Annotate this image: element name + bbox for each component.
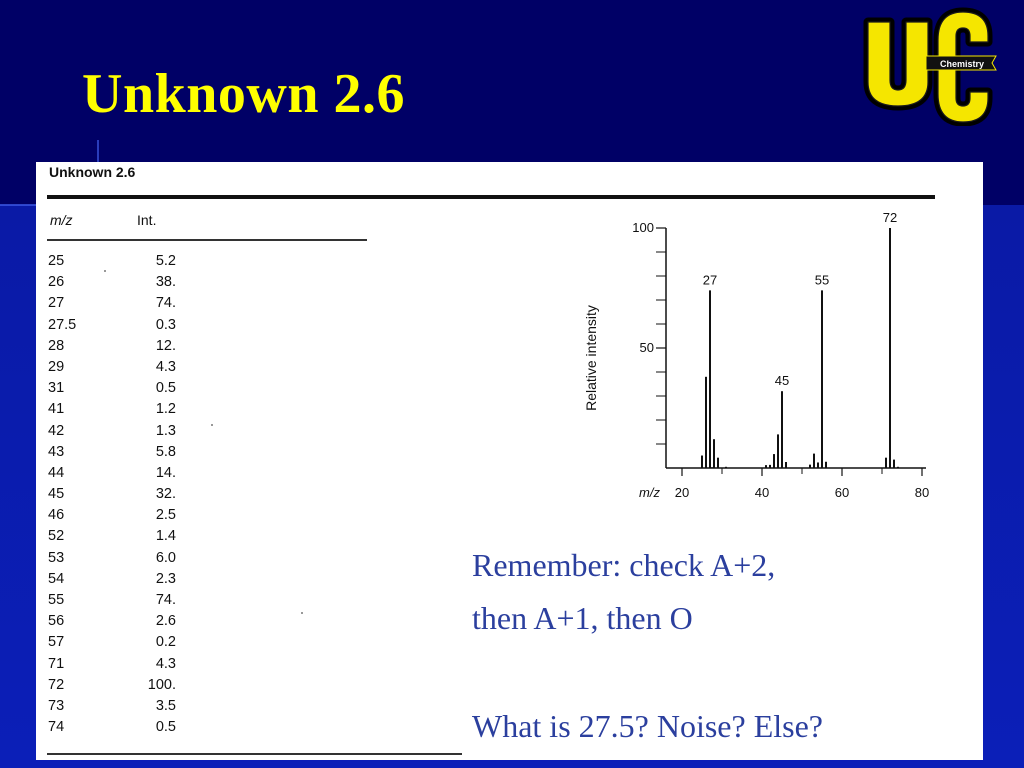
cell-mz: 71 bbox=[48, 655, 65, 672]
table-row bbox=[36, 444, 366, 465]
table-row bbox=[36, 338, 366, 359]
table-row bbox=[36, 317, 366, 338]
cell-mz: 26 bbox=[48, 274, 65, 291]
cell-intensity: 5.2 bbox=[155, 253, 176, 269]
table-row bbox=[36, 550, 366, 571]
cell-intensity: 14. bbox=[155, 464, 176, 481]
cell-intensity: 38. bbox=[155, 274, 176, 291]
cell-mz: 57 bbox=[48, 634, 65, 651]
cell-mz: 74 bbox=[48, 719, 65, 736]
cell-mz: 29 bbox=[48, 358, 65, 375]
cell-intensity: 2.5 bbox=[155, 507, 176, 524]
table-row bbox=[36, 719, 366, 740]
column-header-int: Int. bbox=[137, 212, 157, 228]
cell-mz: 41 bbox=[48, 401, 65, 418]
peak-label: 55 bbox=[814, 272, 830, 288]
cell-intensity: 1.4 bbox=[155, 528, 176, 545]
mass-spectrum-chart bbox=[546, 208, 946, 508]
table-row bbox=[36, 571, 366, 592]
table-row bbox=[36, 359, 366, 380]
y-tick-label: 50 bbox=[639, 340, 654, 355]
scan-speck bbox=[104, 270, 106, 272]
table-row bbox=[36, 677, 366, 698]
table-row bbox=[36, 465, 366, 486]
cell-intensity: 100. bbox=[147, 676, 176, 693]
table-row bbox=[36, 423, 366, 444]
scan-speck bbox=[301, 612, 303, 614]
x-tick-label: 80 bbox=[914, 485, 930, 500]
note-line-3: What is 27.5? Noise? Else? bbox=[472, 708, 823, 744]
table-row bbox=[36, 698, 366, 719]
column-header-mz: m/z bbox=[50, 212, 73, 228]
cell-intensity: 12. bbox=[155, 337, 176, 354]
cell-intensity: 0.3 bbox=[155, 316, 176, 333]
cell-intensity: 74. bbox=[155, 295, 176, 312]
cell-intensity: 5.8 bbox=[155, 443, 176, 460]
cell-intensity: 1.3 bbox=[155, 422, 176, 439]
cell-intensity: 6.0 bbox=[155, 549, 176, 566]
peak-label: 72 bbox=[882, 210, 898, 225]
cell-intensity: 0.2 bbox=[155, 634, 176, 651]
peak-label: 45 bbox=[774, 373, 790, 389]
cell-intensity: 1.2 bbox=[155, 401, 176, 418]
slide-title: Unknown 2.6 bbox=[82, 63, 405, 125]
cell-mz: 52 bbox=[48, 528, 65, 545]
cell-mz: 44 bbox=[48, 464, 65, 481]
table-row bbox=[36, 295, 366, 316]
cell-intensity: 0.5 bbox=[155, 380, 176, 397]
table-row bbox=[36, 528, 366, 549]
y-axis-label: Relative intensity bbox=[583, 305, 599, 411]
table-row bbox=[36, 253, 366, 274]
cell-mz: 43 bbox=[48, 443, 65, 460]
cell-mz: 73 bbox=[48, 697, 65, 714]
cell-mz: 45 bbox=[48, 486, 65, 503]
cell-intensity: 2.6 bbox=[155, 613, 176, 630]
cell-mz: 53 bbox=[48, 549, 65, 566]
table-row bbox=[36, 401, 366, 422]
table-row bbox=[36, 656, 366, 677]
cell-mz: 28 bbox=[48, 337, 65, 354]
note-line-2: then A+1, then O bbox=[472, 600, 693, 636]
cell-intensity: 0.5 bbox=[155, 719, 176, 736]
cell-mz: 72 bbox=[48, 676, 65, 693]
cell-mz: 54 bbox=[48, 570, 65, 587]
table-title: Unknown 2.6 bbox=[49, 164, 136, 180]
table-rule-top bbox=[47, 195, 935, 199]
cell-mz: 25 bbox=[48, 253, 65, 269]
content-panel bbox=[36, 162, 983, 760]
uco-chemistry-logo bbox=[858, 0, 998, 126]
cell-mz: 27 bbox=[48, 295, 65, 312]
x-tick-label: 60 bbox=[834, 485, 850, 500]
note-line-1: Remember: check A+2, bbox=[472, 547, 776, 583]
cell-intensity: 4.3 bbox=[155, 655, 176, 672]
logo-ribbon-text: Chemistry bbox=[939, 59, 985, 69]
cell-mz: 27.5 bbox=[48, 316, 77, 333]
table-rule-bottom bbox=[47, 753, 462, 755]
cell-intensity: 32. bbox=[155, 486, 176, 503]
cell-intensity: 2.3 bbox=[155, 570, 176, 587]
cell-intensity: 74. bbox=[155, 592, 176, 608]
table-row bbox=[36, 274, 366, 295]
cell-mz: 56 bbox=[48, 613, 65, 630]
cell-mz: 46 bbox=[48, 507, 65, 524]
cell-intensity: 3.5 bbox=[155, 697, 176, 714]
table-body bbox=[36, 253, 366, 740]
x-tick-label: 20 bbox=[674, 485, 690, 500]
cell-mz: 42 bbox=[48, 422, 65, 439]
x-tick-label: 40 bbox=[754, 485, 770, 500]
table-row bbox=[36, 486, 366, 507]
peak-label: 27 bbox=[702, 272, 718, 288]
table-row bbox=[36, 380, 366, 401]
cell-intensity: 4.3 bbox=[155, 358, 176, 375]
decorative-line bbox=[0, 204, 40, 206]
y-tick-label: 100 bbox=[632, 220, 654, 235]
x-axis-label: m/z bbox=[639, 485, 660, 500]
table-row bbox=[36, 613, 366, 634]
cell-mz: 55 bbox=[48, 592, 65, 608]
scan-speck bbox=[211, 424, 213, 426]
table-row bbox=[36, 592, 366, 613]
cell-mz: 31 bbox=[48, 380, 65, 397]
table-row bbox=[36, 634, 366, 655]
table-row bbox=[36, 507, 366, 528]
table-rule-header bbox=[47, 239, 367, 241]
